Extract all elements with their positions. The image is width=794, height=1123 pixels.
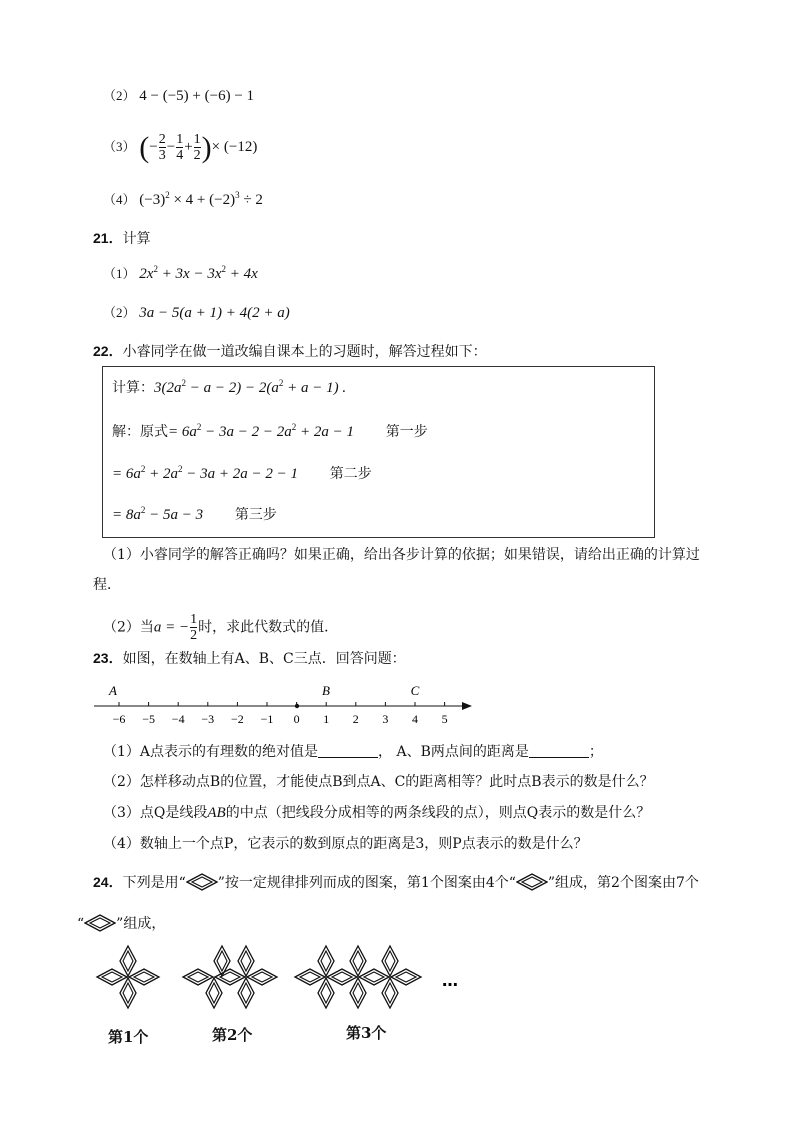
variable: a = − <box>153 619 190 636</box>
arrow-head-icon <box>462 702 472 710</box>
question-text: ； <box>588 744 603 760</box>
rhombus-icon <box>516 873 548 891</box>
exponent: 3 <box>235 190 240 200</box>
item-number: （1） <box>103 266 136 281</box>
p23-question-3 <box>103 803 650 823</box>
tick-label: 3 <box>382 712 389 726</box>
question-text: 的中点（把线段分成相等的两条线段的点），则点Q表示的数是什么？ <box>225 805 651 821</box>
problem-title: 计算 <box>122 231 151 247</box>
expression-part: = 6a <box>112 466 141 482</box>
answer-blank[interactable] <box>318 743 378 758</box>
tick-label: −2 <box>231 712 244 726</box>
p20-item3 <box>103 132 257 163</box>
minus-sign: − <box>166 138 176 155</box>
p23-question-4: （4）数轴上一个点P，它表示的数到原点的距离是3，则P点表示的数是什么？ <box>103 836 588 852</box>
expression-part: = 6a <box>168 424 197 440</box>
denominator: 4 <box>176 148 184 163</box>
problem-intro: 如图，在数轴上有A、B、C三点．回答问题： <box>122 651 406 667</box>
right-paren: ) <box>201 130 212 164</box>
problem-text: 下列是用“ <box>122 875 186 891</box>
plus-sign: + <box>184 138 193 155</box>
numerator: 2 <box>158 132 166 147</box>
item-number: （4） <box>103 192 136 207</box>
denominator: 3 <box>158 148 166 163</box>
denominator: 2 <box>190 628 198 643</box>
pattern-2 <box>183 946 277 1008</box>
expression-part: − 3a − 2 − 2a <box>201 424 292 440</box>
tick-label: 1 <box>323 712 330 726</box>
p21-heading <box>93 228 151 249</box>
tick-label: −6 <box>112 712 126 726</box>
p21-item2 <box>103 303 290 323</box>
ellipsis: … <box>442 971 458 990</box>
expression-part: 2x <box>139 266 154 282</box>
tick-label: −5 <box>142 712 155 726</box>
question-text: 时，求此代数式的值． <box>198 619 339 636</box>
p22-question-2 <box>103 612 338 643</box>
fraction <box>176 132 183 163</box>
pattern-label-3: 第3个 <box>346 1024 387 1042</box>
left-paren: ( <box>139 130 150 164</box>
question-text: （2）当 <box>103 619 154 636</box>
problem-text: ”组成，第2个图案由7个 <box>547 875 699 891</box>
numerator: 1 <box>193 132 201 147</box>
numerator: 1 <box>176 132 184 147</box>
p22-heading <box>93 341 487 362</box>
question-text: （1）A点表示的有理数的绝对值是 <box>103 744 319 760</box>
tick-label: −1 <box>260 712 274 726</box>
expression: 3a − 5(a + 1) + 4(2 + a) <box>139 305 290 321</box>
p20-item2 <box>103 86 254 106</box>
tick-label: −4 <box>171 712 185 726</box>
fraction <box>194 132 201 163</box>
problem-number: 23． <box>93 650 123 666</box>
fraction <box>190 612 197 643</box>
expression-part: 3(2a <box>154 380 182 396</box>
expression-part: + 3x − 3x <box>157 266 222 282</box>
box-line-4 <box>112 505 277 526</box>
p20-item4 <box>103 190 263 210</box>
minus-sign: − <box>149 138 158 155</box>
step-label: 第三步 <box>234 508 277 523</box>
pattern-label-1: 第1个 <box>108 1028 149 1046</box>
p24-line-1 <box>93 872 699 893</box>
tick-label: 4 <box>412 712 418 726</box>
pattern-3 <box>295 946 421 1008</box>
p21-item1 <box>103 264 258 284</box>
item-number: （3） <box>103 138 136 154</box>
item-number: （2） <box>103 88 136 103</box>
item-number: （2） <box>103 305 136 320</box>
expression: 4 − (−5) + (−6) − 1 <box>139 88 255 104</box>
expression-tail: × (−12) <box>211 138 258 155</box>
exponent: 2 <box>291 422 297 432</box>
expression-part: + a − 1) . <box>283 380 347 396</box>
problem-number: 24． <box>93 874 123 890</box>
p23-heading <box>93 648 406 669</box>
exponent: 2 <box>196 422 202 432</box>
exponent: 2 <box>140 464 146 474</box>
step-label: 第二步 <box>329 467 372 482</box>
problem-text: ”按一定规律排列而成的图案，第1个图案由4个“ <box>217 875 516 891</box>
expression-part: − 5a − 3 <box>145 507 204 523</box>
rhombus-icon <box>186 873 218 891</box>
tick-label: 0 <box>293 712 300 726</box>
p23-question-1 <box>103 742 603 762</box>
p22-question-1: （1）小睿同学的解答正确吗？如果正确，给出各步计算的依据；如果错误，请给出正确的计算过 <box>103 547 700 563</box>
pattern-1 <box>97 946 159 1008</box>
expression-part: ÷ 2 <box>239 192 263 208</box>
label: 解：原式 <box>112 425 168 440</box>
tick-label: 2 <box>352 712 359 726</box>
tick-label: −3 <box>201 712 215 726</box>
p24-line-2 <box>77 914 165 934</box>
expression-part: + 2a − 1 <box>296 424 354 440</box>
point-label-b: B <box>322 683 330 698</box>
exponent: 2 <box>278 378 284 388</box>
expression-part: − 3a + 2a − 2 − 1 <box>182 466 298 482</box>
exponent: 2 <box>165 190 170 200</box>
expression-part: − a − 2) − 2(a <box>186 380 279 396</box>
expression-part: = 8a <box>112 507 141 523</box>
question-text: ， A、B两点间的距离是 <box>378 744 529 760</box>
expression-part: (−3) <box>139 192 166 208</box>
box-line-1 <box>112 378 346 399</box>
problem-text: ”组成， <box>116 916 166 932</box>
answer-blank[interactable] <box>529 743 589 758</box>
rhombus-icon <box>84 914 116 932</box>
question-text: （3）点Q是线段 <box>103 805 208 821</box>
exponent: 2 <box>153 264 158 274</box>
pattern-label-2: 第2个 <box>212 1026 253 1044</box>
box-line-3 <box>112 464 372 485</box>
point-label-a: A <box>109 683 117 698</box>
expression-part: × 4 + (−2) <box>169 192 236 208</box>
number-line <box>90 680 480 730</box>
denominator: 2 <box>193 148 201 163</box>
problem-number: 21． <box>93 230 123 246</box>
pattern-figures <box>90 940 470 1020</box>
box-line-2 <box>112 422 428 443</box>
variable: AB <box>207 805 226 821</box>
p23-question-2: （2）怎样移动点B的位置，才能使点B到点A、C的距离相等？此时点B表示的数是什么？ <box>103 774 654 790</box>
exponent: 2 <box>181 378 186 388</box>
problem-number: 22． <box>93 343 123 359</box>
p22-question-1-cont: 程． <box>93 577 121 593</box>
problem-text: “ <box>77 916 85 932</box>
label: 计算： <box>112 381 154 396</box>
expression-part: + 4x <box>226 266 258 282</box>
origin-dot <box>295 704 299 708</box>
numerator: 1 <box>190 612 198 627</box>
step-label: 第一步 <box>385 425 428 440</box>
fraction <box>159 132 166 163</box>
exponent: 2 <box>221 264 226 274</box>
tick-label: 5 <box>441 712 448 726</box>
exponent: 2 <box>140 505 146 515</box>
point-label-c: C <box>410 683 420 698</box>
exponent: 2 <box>178 464 183 474</box>
problem-intro: 小睿同学在做一道改编自课本上的习题时，解答过程如下： <box>122 344 487 360</box>
expression-part: + 2a <box>145 466 178 482</box>
